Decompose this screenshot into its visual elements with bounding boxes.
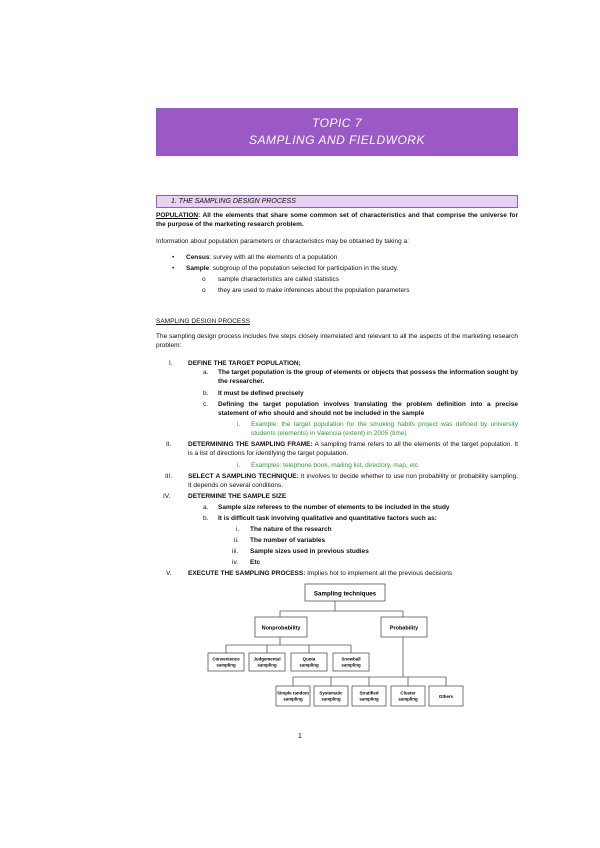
process-heading: SAMPLING DESIGN PROCESS	[156, 318, 250, 325]
step5-text: Implies hot to implement all the previous decisions	[305, 570, 453, 577]
step2-paragraph	[188, 441, 518, 458]
step2-num: II.	[166, 441, 172, 448]
step5-num: V.	[166, 570, 172, 577]
step5-title: EXECUTE THE SAMPLING PROCESS:	[188, 570, 306, 577]
sample-text: : subgroup of the population selected for participation in the study.	[209, 265, 399, 272]
p-item-1-label-2: sampling	[283, 696, 303, 702]
step1b-letter: b.	[203, 390, 209, 397]
step4b-iv-num: iv.	[232, 559, 239, 566]
census-item	[186, 254, 337, 263]
census-text: : survey with all the elements of a population	[209, 254, 338, 261]
population-info: Information about population parameters or characteristics may be obtained by taking a:	[156, 238, 409, 245]
step2-text: A sampling frame refers to all the elements of the target population. It is a list of directions for identifying the target population.	[188, 441, 518, 457]
population-label: POPULATION	[156, 212, 199, 219]
bullet-sample: •	[172, 265, 175, 272]
p-item-3-label-2: sampling	[359, 696, 379, 702]
step5-paragraph	[188, 570, 452, 579]
prob-label: Probability	[389, 625, 419, 632]
step1c-text: Defining the target population involves translating the problem definition into a precise statement of who should and should not be included in the sample	[218, 401, 518, 417]
np-item-1-label-1: Convenience	[212, 656, 240, 662]
step1-num: I.	[169, 360, 173, 367]
step4b-text: It is difficult task involving qualitative and quantitative factors such as:	[218, 515, 437, 522]
topic-banner	[156, 108, 518, 156]
step4b-i-num: i.	[236, 526, 240, 533]
p-item-1-label-1: Simple random	[277, 690, 309, 696]
nonprob-label: Nonprobability	[261, 625, 301, 632]
page-number: 1	[298, 733, 302, 740]
np-item-3-label-1: Quota	[302, 656, 316, 662]
section-number: 1.	[171, 198, 177, 205]
np-item-3-label-2: sampling	[299, 662, 319, 668]
step4b-ii-text: The number of variables	[250, 537, 326, 544]
step4a-text: Sample size referees to the number of elements to be included in the study	[218, 504, 450, 511]
step4b-iii-text: Sample sizes used in previous studies	[250, 548, 369, 555]
step4b-iii-num: iii.	[232, 548, 239, 555]
p-item-3-label-1: Stratified	[359, 690, 379, 696]
step1a-letter: a.	[203, 369, 209, 376]
step3-num: III.	[165, 473, 173, 480]
np-item-2-label-1: Judgemental	[253, 656, 281, 662]
np-item-4-label-1: Snowball	[341, 656, 361, 662]
bullet-sub1: o	[202, 276, 206, 283]
p-item-2-label-2: sampling	[321, 696, 341, 702]
topic-subtitle: SAMPLING AND FIELDWORK	[249, 133, 425, 147]
p-item-4-label-2: sampling	[398, 696, 418, 702]
step3-title: SELECT A SAMPLING TECHNIQUE:	[188, 473, 299, 480]
np-item-2-label-2: sampling	[257, 662, 277, 668]
step1c-example: Example: the target population for the smoking habits project was defined by university students (elements) in Valencia (extent) in 2005 (time)	[251, 421, 518, 437]
step4b-i-text: The nature of the research	[250, 526, 332, 533]
sample-sub1: sample characteristics are called statistics	[218, 276, 340, 283]
census-label: Census	[186, 254, 210, 261]
step1-title: DEFINE THE TARGET POPULATION;	[188, 360, 301, 367]
step1c-letter: c.	[203, 401, 209, 408]
step1c-example-num: i.	[237, 421, 241, 428]
step1a-text: The target population is the group of elements or objects that possess the information sought by the researcher.	[218, 369, 518, 385]
sample-sub2: they are used to make inferences about the population parameters	[218, 287, 410, 294]
population-paragraph	[156, 212, 518, 229]
np-item-4-label-2: sampling	[341, 662, 361, 668]
step4b-iv-text: Etc	[250, 559, 261, 566]
step4b-letter: b.	[203, 515, 209, 522]
root-label: Sampling techniques	[313, 590, 377, 598]
sampling-techniques-diagram	[205, 582, 465, 722]
p-item-5-label-1: Others	[438, 694, 454, 699]
step4-title: DETERMINE THE SAMPLE SIZE	[188, 493, 287, 500]
p-item-2-label-1: Systematic	[319, 690, 343, 696]
np-item-1-label-2: sampling	[216, 662, 236, 668]
sample-item	[186, 265, 398, 274]
sample-label: Sample	[186, 265, 210, 272]
section-title: THE SAMPLING DESIGN PROCESS	[178, 198, 296, 205]
p-item-4-label-1: Cluster	[400, 690, 416, 696]
population-definition: : All the elements that share some common set of characteristics and that comprise the universe for the purpose of the marketing research problem.	[156, 212, 518, 228]
step4-num: IV.	[163, 493, 171, 500]
step1b-text: It must be defined precisely	[218, 390, 304, 397]
step3-text: It involves to decide whether to use non probability or probability sampling. It depends on several conditions.	[188, 473, 518, 489]
process-intro: The sampling design process includes five steps closely interrelated and relevant to all the aspects of the marketing research problem:	[156, 333, 518, 349]
step3-paragraph	[188, 473, 518, 490]
step2-title: DETERMINING THE SAMPLING FRAME:	[188, 441, 313, 448]
step2-example: Examples: telephone book, mailing list, directory, map, etc	[251, 462, 419, 469]
topic-title: TOPIC 7	[312, 116, 362, 130]
step4b-ii-num: ii.	[234, 537, 239, 544]
step4a-letter: a.	[203, 504, 209, 511]
section-heading	[156, 195, 518, 208]
step2-example-num: i.	[237, 462, 241, 469]
bullet-sub2: o	[202, 287, 206, 294]
bullet-census: •	[172, 254, 175, 261]
